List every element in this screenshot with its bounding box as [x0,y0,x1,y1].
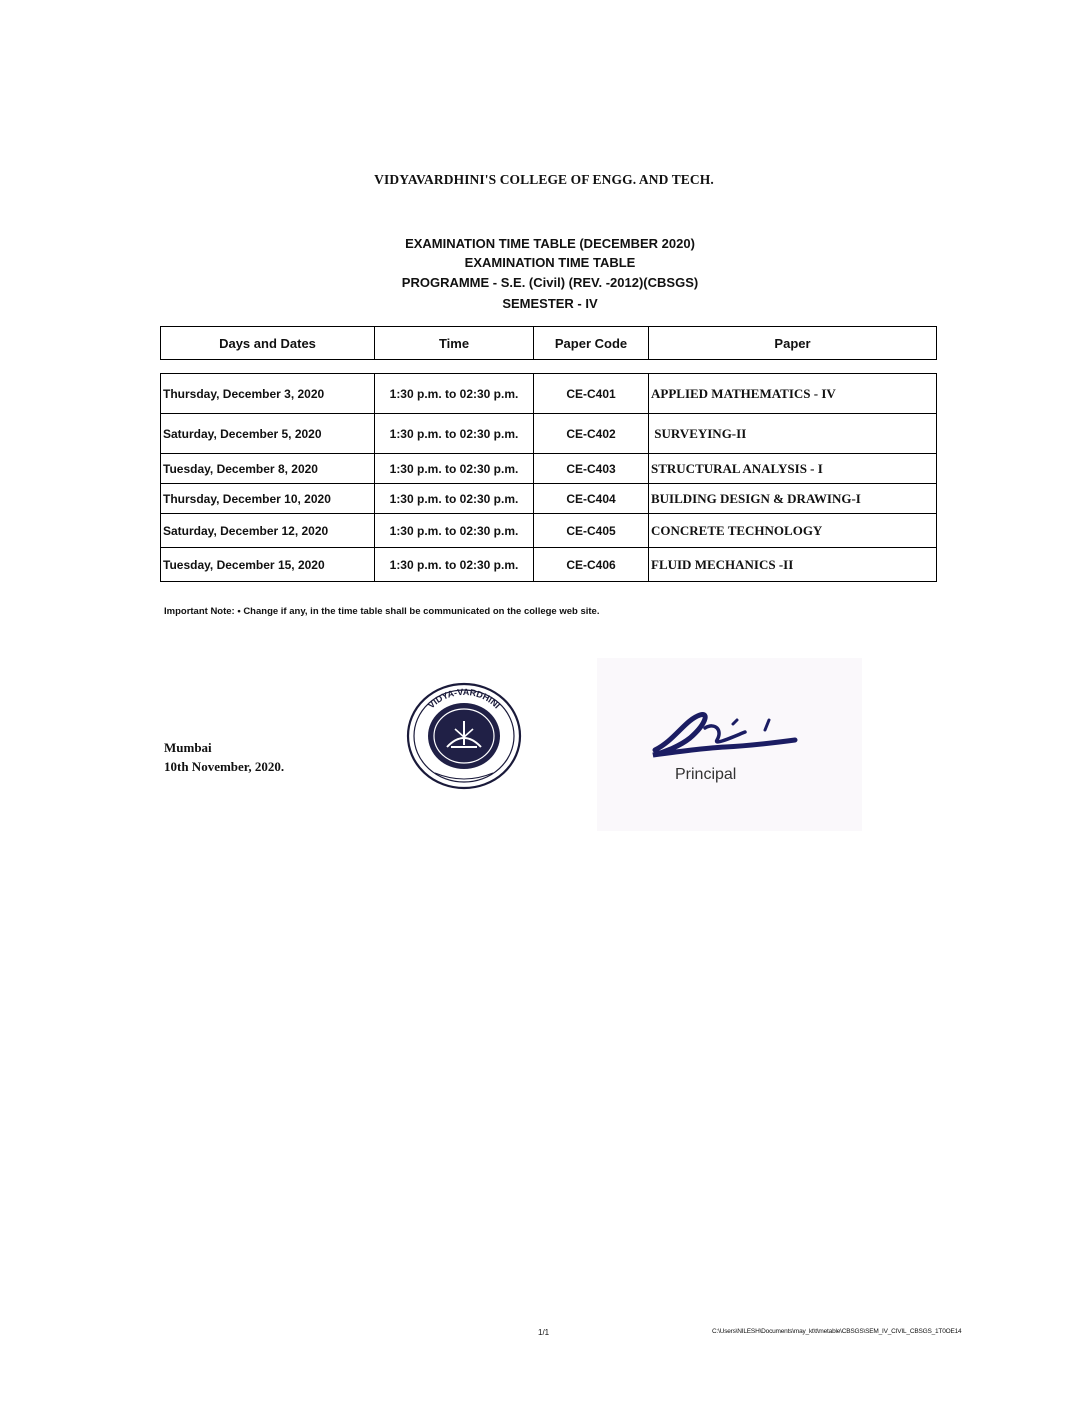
college-seal-icon [405,681,523,791]
table-row [161,484,937,514]
row-paper: SURVEYING-II [649,414,937,454]
page-number: 1/1 [538,1328,550,1337]
file-path: C:\Users\NILESH\Documents\may_kt\t\metable\CBSGS\SEM_IV_CIVIL_CBSGS_1T0OE14 [712,1328,962,1335]
row-date: Saturday, December 12, 2020 [161,514,375,548]
row-time: 1:30 p.m. to 02:30 p.m. [375,514,534,548]
row-paper: CONCRETE TECHNOLOGY [649,514,937,548]
seal-text: VIDYA-VARDHINI [426,686,503,711]
row-time: 1:30 p.m. to 02:30 p.m. [375,414,534,454]
table-row [161,454,937,484]
row-date: Tuesday, December 15, 2020 [161,548,375,582]
table-row [161,414,937,454]
exam-subtitle: EXAMINATION TIME TABLE [464,255,636,270]
column-header-time: Time [375,327,534,360]
row-time: 1:30 p.m. to 02:30 p.m. [375,484,534,514]
column-header-code: Paper Code [534,327,649,360]
row-paper-code: CE-C406 [534,548,649,582]
row-time: 1:30 p.m. to 02:30 p.m. [375,454,534,484]
college-name: VIDYAVARDHINI'S COLLEGE OF ENGG. AND TECH. [374,172,714,187]
semester-title: SEMESTER - IV [502,296,598,311]
row-date: Thursday, December 3, 2020 [161,374,375,414]
timetable-header [160,326,937,360]
principal-signature-icon [645,700,815,770]
row-time: 1:30 p.m. to 02:30 p.m. [375,374,534,414]
row-paper-code: CE-C402 [534,414,649,454]
row-paper: STRUCTURAL ANALYSIS - I [649,454,937,484]
table-row [161,514,937,548]
timetable-body [160,373,937,582]
place: Mumbai [164,740,212,755]
table-row [161,374,937,414]
issue-date: 10th November, 2020. [164,759,285,774]
row-paper-code: CE-C404 [534,484,649,514]
row-paper: APPLIED MATHEMATICS - IV [649,374,937,414]
header-row [161,327,937,360]
row-paper: FLUID MECHANICS -II [649,548,937,582]
column-header-paper: Paper [649,327,937,360]
principal-label: Principal [675,766,737,783]
row-date: Thursday, December 10, 2020 [161,484,375,514]
important-note: Important Note: • Change if any, in the time table shall be communicated on the college web site. [164,606,600,617]
row-time: 1:30 p.m. to 02:30 p.m. [375,548,534,582]
row-date: Saturday, December 5, 2020 [161,414,375,454]
programme-title: PROGRAMME - S.E. (Civil) (REV. -2012)(CBSGS) [401,275,699,290]
exam-title: EXAMINATION TIME TABLE (DECEMBER 2020) [405,236,695,251]
column-header-days: Days and Dates [161,327,375,360]
row-paper-code: CE-C405 [534,514,649,548]
row-date: Tuesday, December 8, 2020 [161,454,375,484]
row-paper: BUILDING DESIGN & DRAWING-I [649,484,937,514]
table-row [161,548,937,582]
row-paper-code: CE-C401 [534,374,649,414]
row-paper-code: CE-C403 [534,454,649,484]
